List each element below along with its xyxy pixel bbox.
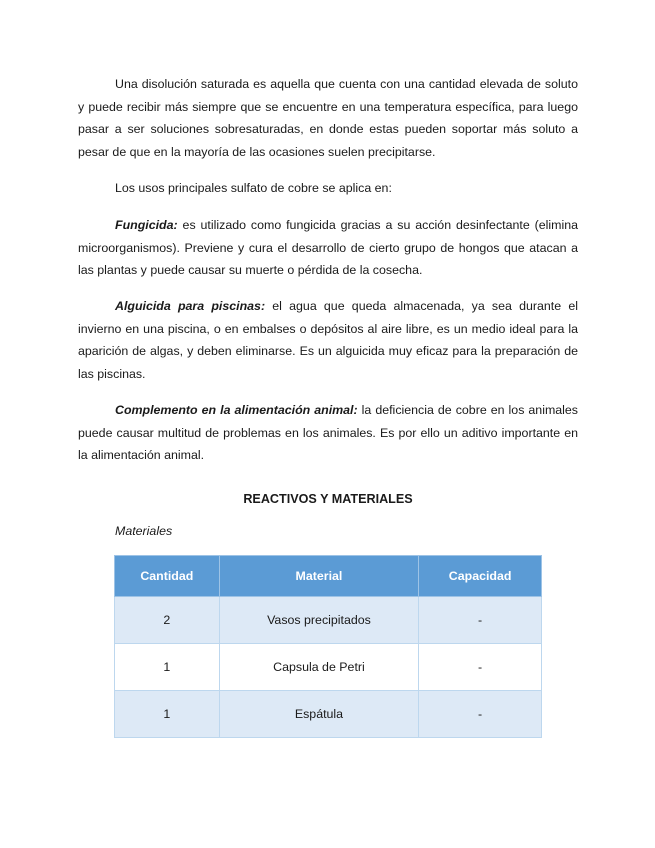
column-header-material: Material	[219, 556, 419, 597]
cell-cantidad: 1	[115, 691, 220, 738]
table-row	[115, 691, 542, 738]
subsection-title: Materiales	[115, 524, 173, 538]
table-row	[115, 597, 542, 644]
cell-capacidad: -	[419, 644, 542, 691]
cell-material: Vasos precipitados	[219, 597, 419, 644]
cell-capacidad: -	[419, 691, 542, 738]
column-header-capacidad: Capacidad	[419, 556, 542, 597]
section-title: REACTIVOS Y MATERIALES	[243, 492, 413, 506]
term-fungicide: Fungicida:	[115, 218, 178, 232]
paragraph-saturated-solution	[78, 73, 578, 163]
table-row	[115, 644, 542, 691]
paragraph-fungicide	[78, 214, 578, 282]
paragraph-text: Una disolución saturada es aquella que cuenta con una cantidad elevada de soluto y puede recibir más siempre que se encuentre en una temperatura específica, para luego pasar a ser soluciones sobresaturadas, en donde estas pueden soportar más soluto a pesar de que en la mayoría de las ocasiones suelen precipitarse.	[78, 77, 578, 159]
cell-material: Espátula	[219, 691, 419, 738]
paragraph-animal-feed	[78, 399, 578, 467]
cell-cantidad: 1	[115, 644, 220, 691]
table-header-row	[115, 556, 542, 597]
cell-cantidad: 2	[115, 597, 220, 644]
cell-material: Capsula de Petri	[219, 644, 419, 691]
paragraph-uses-intro	[78, 177, 578, 200]
materials-table	[114, 555, 542, 738]
paragraph-algaecide	[78, 295, 578, 385]
term-algaecide: Alguicida para piscinas:	[115, 299, 266, 313]
term-animal-feed: Complemento en la alimentación animal:	[115, 403, 358, 417]
paragraph-text: es utilizado como fungicida gracias a su acción desinfectante (elimina microorganismos). Previene y cura el desarrollo de cierto grupo de hongos que atacan a las plantas y puede causar su muerte o pérdida de la cosecha.	[78, 218, 578, 278]
paragraph-text: Los usos principales sulfato de cobre se aplica en:	[115, 181, 392, 195]
column-header-cantidad: Cantidad	[115, 556, 220, 597]
paragraph-text: la deficiencia de cobre en los animales puede causar multitud de problemas en los animales. Es por ello un aditivo importante en la alimentación animal.	[78, 403, 579, 463]
cell-capacidad: -	[419, 597, 542, 644]
paragraph-text: el agua que queda almacenada, ya sea durante el invierno en una piscina, o en embalses o depósitos al aire libre, es un medio ideal para la aparición de algas, y deben eliminarse. Es un alguicida muy eficaz para la preparación de las piscinas.	[78, 299, 578, 381]
